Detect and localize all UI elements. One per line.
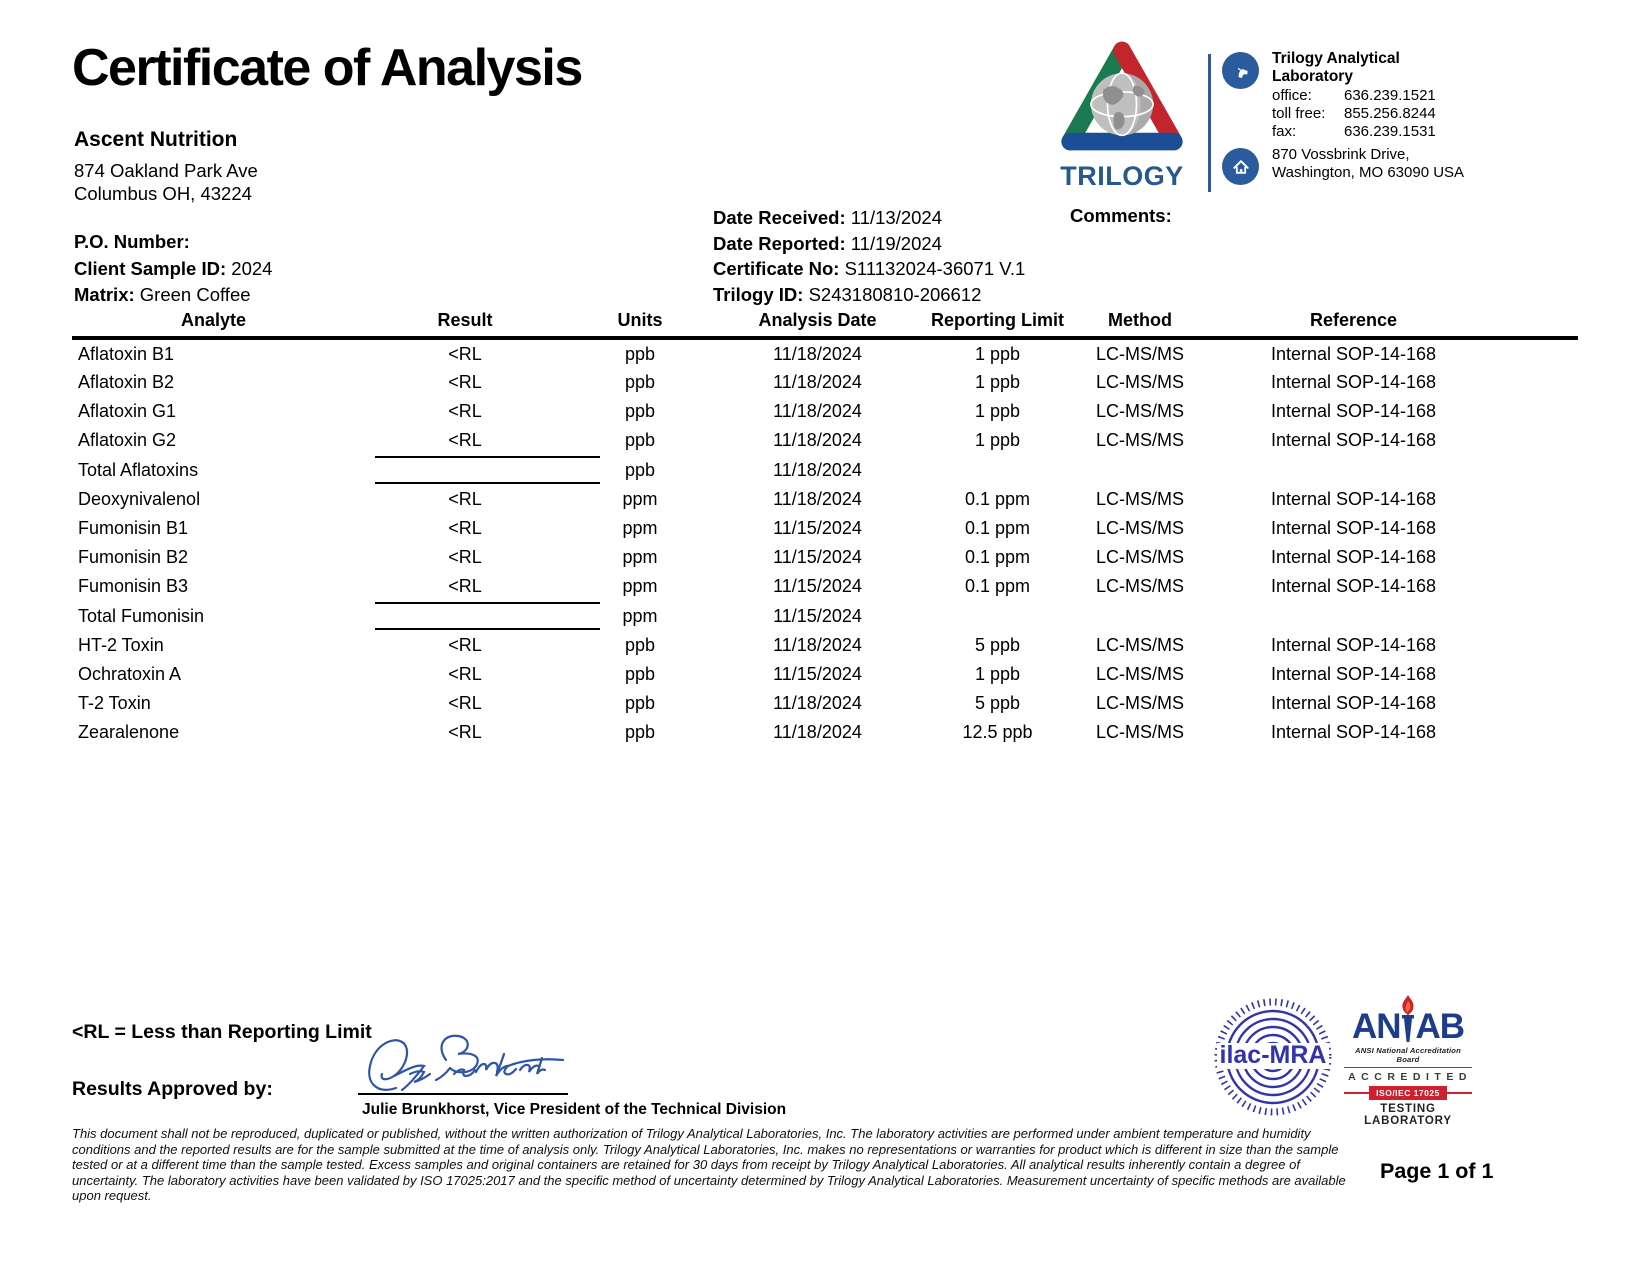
cell-result: <RL <box>448 488 482 509</box>
rl-legend: <RL = Less than Reporting Limit <box>72 1021 372 1043</box>
cell-reporting-limit: 0.1 ppm <box>964 547 1031 568</box>
cell-reference: Internal SOP-14-168 <box>1270 430 1437 451</box>
cell-analysis-date: 11/18/2024 <box>773 343 862 364</box>
office-number: 636.239.1521 <box>1344 87 1436 104</box>
table-row <box>72 660 1578 689</box>
cell-result: <RL <box>448 663 482 684</box>
trilogy-id-row: Trilogy ID: S243180810-206612 <box>713 283 982 305</box>
table-row <box>72 689 1578 718</box>
cell-analyte: HT-2 Toxin <box>78 634 164 655</box>
cell-reporting-limit: 1 ppb <box>974 401 1021 422</box>
table-header-row <box>72 308 1578 338</box>
cell-units: ppm <box>622 488 658 509</box>
results-table <box>72 308 1578 747</box>
cell-units: ppb <box>624 401 656 422</box>
certificate-no-row: Certificate No: S11132024-36071 V.1 <box>713 258 1026 279</box>
cell-analyte: Aflatoxin G1 <box>78 401 177 422</box>
cell-units: ppm <box>622 576 658 597</box>
approver-name: Julie Brunkhorst, Vice President of the Technical Division <box>362 1101 787 1118</box>
table-row <box>72 368 1578 397</box>
cell-reference: Internal SOP-14-168 <box>1270 372 1437 393</box>
results-approved-label: Results Approved by: <box>72 1078 273 1100</box>
lab-address-line1: 870 Vossbrink Drive, <box>1272 146 1410 163</box>
cell-result: <RL <box>448 372 482 393</box>
header-divider <box>1208 54 1211 192</box>
cell-reference: Internal SOP-14-168 <box>1270 518 1437 539</box>
table-row <box>72 397 1578 426</box>
po-number-row: P.O. Number: <box>74 231 190 252</box>
cell-analysis-date: 11/18/2024 <box>773 722 862 743</box>
cell-method: LC-MS/MS <box>1095 663 1184 684</box>
cell-analyte: Zearalenone <box>78 722 180 743</box>
client-address-line2: Columbus OH, 43224 <box>74 183 252 204</box>
certificate-no-value: S11132024-36071 V.1 <box>844 258 1026 279</box>
trilogy-triangle-globe-icon <box>1056 38 1188 154</box>
anab-logo <box>1344 1004 1472 1127</box>
cell-reporting-limit: 1 ppb <box>974 430 1021 451</box>
client-sample-id-row: Client Sample ID: 2024 <box>74 257 273 279</box>
cell-method: LC-MS/MS <box>1095 693 1184 714</box>
phone-icon <box>1222 52 1259 89</box>
date-received-value: 11/13/2024 <box>850 207 943 228</box>
cell-method <box>1065 602 1215 631</box>
page-number: Page 1 of 1 <box>1380 1159 1494 1183</box>
cell-units: ppb <box>624 693 656 714</box>
cell-result: <RL <box>448 693 482 714</box>
cell-units: ppb <box>624 634 656 655</box>
cell-analysis-date: 11/15/2024 <box>773 663 862 684</box>
cell-result: <RL <box>448 634 482 655</box>
header-analysis-date: Analysis Date <box>705 308 930 338</box>
client-block <box>74 128 258 205</box>
cell-result: <RL <box>448 722 482 743</box>
cell-reporting-limit: 12.5 ppb <box>962 722 1033 743</box>
cell-analyte: Aflatoxin G2 <box>78 430 177 451</box>
disclaimer-text: This document shall not be reproduced, duplicated or published, without the written authorization of Trilogy Analytical Laboratories, Inc. The laboratory activities are performed under ambient temperature and humidity conditions and the reported results are for the sample submitted at the time of analysis only. Trilogy Analytical Laboratories, Inc. makes no representations or warranties for product which is different in size than the sample tested or at a different time than the sample tested. Excess samples and original containers are retained for 30 days from receipt by Trilogy Analytical Laboratories. All analytical results inherently contain a degree of uncertainty. The laboratory activities have been validated by ISO 17025:2017 and the specific method of uncertainty determined by Trilogy Analytical Laboratories. Measurement uncertainty of specific methods are available upon request. <box>72 1126 1346 1204</box>
report-info-block <box>713 205 1025 307</box>
cell-method: LC-MS/MS <box>1095 430 1184 451</box>
header-result: Result <box>355 308 575 338</box>
cell-analyte: Fumonisin B3 <box>78 576 189 597</box>
cell-method: LC-MS/MS <box>1095 343 1184 364</box>
cell-analysis-date: 11/15/2024 <box>773 605 862 626</box>
anab-subtitle: ANSI National Accreditation Board <box>1355 1046 1461 1064</box>
cell-units: ppb <box>624 459 656 480</box>
cell-units: ppm <box>622 547 658 568</box>
anab-wordmark: AN AB <box>1344 1004 1472 1044</box>
anab-type-text: TESTING LABORATORY <box>1364 1103 1452 1127</box>
header-method: Method <box>1065 308 1215 338</box>
cell-reporting-limit: 5 ppb <box>974 634 1021 655</box>
anab-iso-band <box>1344 1086 1472 1100</box>
cell-reporting-limit <box>930 602 1065 631</box>
date-received-row: Date Received: 11/13/2024 <box>713 207 943 228</box>
cell-reporting-limit <box>930 456 1065 485</box>
table-row <box>72 572 1578 601</box>
header-reference: Reference <box>1215 308 1578 338</box>
toll-free-number: 855.256.8244 <box>1344 105 1436 122</box>
cell-method: LC-MS/MS <box>1095 401 1184 422</box>
address-contact-row <box>1222 146 1464 185</box>
cell-reporting-limit: 1 ppb <box>974 343 1021 364</box>
cell-analyte: Aflatoxin B1 <box>78 343 175 364</box>
cell-units: ppm <box>622 518 658 539</box>
table-row <box>72 543 1578 572</box>
cell-analyte: Fumonisin B1 <box>78 518 189 539</box>
cell-method: LC-MS/MS <box>1095 518 1184 539</box>
sample-info-block <box>74 229 272 309</box>
cell-reporting-limit: 0.1 ppm <box>964 488 1031 509</box>
cell-units: ppb <box>624 430 656 451</box>
cell-units: ppb <box>624 663 656 684</box>
trilogy-id-value: S243180810-206612 <box>808 283 982 305</box>
cell-analyte: Ochratoxin A <box>78 663 182 684</box>
date-reported-value: 11/19/2024 <box>850 232 942 254</box>
table-row <box>72 338 1578 368</box>
table-row <box>72 426 1578 455</box>
cell-analysis-date: 11/18/2024 <box>773 372 862 393</box>
cell-units: ppm <box>622 605 658 626</box>
header-analyte: Analyte <box>72 308 355 338</box>
cell-analysis-date: 11/18/2024 <box>773 693 862 714</box>
cell-method: LC-MS/MS <box>1095 634 1184 655</box>
header-units: Units <box>575 308 705 338</box>
table-row <box>72 718 1578 747</box>
client-name: Ascent Nutrition <box>74 128 238 151</box>
cell-result: <RL <box>448 547 482 568</box>
cell-reference <box>1215 456 1578 485</box>
cell-analyte: Deoxynivalenol <box>78 488 201 509</box>
cell-units: ppb <box>624 343 656 364</box>
anab-accredited-text: ACCREDITED <box>1344 1067 1472 1083</box>
page-title: Certificate of Analysis <box>72 39 582 97</box>
cell-reporting-limit: 1 ppb <box>974 663 1021 684</box>
cell-result: <RL <box>448 343 482 364</box>
home-icon <box>1222 148 1259 185</box>
anab-iso-text: ISO/IEC 17025 <box>1369 1086 1447 1100</box>
cell-analyte: Aflatoxin B2 <box>78 372 175 393</box>
cell-reference: Internal SOP-14-168 <box>1270 693 1437 714</box>
cell-analysis-date: 11/15/2024 <box>773 547 862 568</box>
table-row <box>72 456 1578 485</box>
cell-result: <RL <box>448 518 482 539</box>
lab-address-line2: Washington, MO 63090 USA <box>1272 164 1465 181</box>
cell-reference <box>1215 602 1578 631</box>
cell-reference: Internal SOP-14-168 <box>1270 663 1437 684</box>
cell-units: ppb <box>624 372 656 393</box>
signature-icon <box>358 1030 573 1094</box>
table-row <box>72 485 1578 514</box>
cell-result: <RL <box>448 401 482 422</box>
cell-method: LC-MS/MS <box>1095 576 1184 597</box>
cell-analysis-date: 11/15/2024 <box>773 576 862 597</box>
trilogy-logo <box>1052 38 1192 192</box>
cell-analyte: T-2 Toxin <box>78 693 151 714</box>
fax-number: 636.239.1531 <box>1344 123 1436 140</box>
cell-analysis-date: 11/18/2024 <box>773 430 862 451</box>
cell-reference: Internal SOP-14-168 <box>1270 576 1437 597</box>
cell-reporting-limit: 5 ppb <box>974 693 1021 714</box>
matrix-row: Matrix: Green Coffee <box>74 284 251 305</box>
phone-contact-row <box>1222 50 1482 141</box>
signature-block <box>358 1030 578 1095</box>
cell-analyte: Total Fumonisin <box>78 605 205 626</box>
cell-reference: Internal SOP-14-168 <box>1270 401 1437 422</box>
cell-analyte: Total Aflatoxins <box>78 459 199 480</box>
client-sample-id-value: 2024 <box>231 257 273 279</box>
table-row <box>72 514 1578 543</box>
cell-result <box>355 456 575 485</box>
ilac-mra-text: ilac-MRA <box>1219 1041 1327 1069</box>
cell-result <box>355 602 575 631</box>
cell-result: <RL <box>448 576 482 597</box>
trilogy-wordmark: TRILOGY <box>1060 161 1184 191</box>
cell-reporting-limit: 0.1 ppm <box>964 518 1031 539</box>
lab-name: Trilogy Analytical Laboratory <box>1272 50 1400 85</box>
cell-analysis-date: 11/18/2024 <box>773 459 862 480</box>
phone-numbers: office: 636.239.1521 toll free: 855.256.8244 fax: 636.239.1531 <box>1272 87 1482 141</box>
cell-analysis-date: 11/18/2024 <box>773 488 862 509</box>
cell-reporting-limit: 1 ppb <box>974 372 1021 393</box>
table-row <box>72 631 1578 660</box>
torch-icon <box>1398 995 1418 1043</box>
cell-analyte: Fumonisin B2 <box>78 547 189 568</box>
cell-method: LC-MS/MS <box>1095 722 1184 743</box>
cell-analysis-date: 11/15/2024 <box>773 518 862 539</box>
cell-units: ppb <box>624 722 656 743</box>
cell-method: LC-MS/MS <box>1095 547 1184 568</box>
matrix-value: Green Coffee <box>139 284 251 305</box>
cell-reporting-limit: 0.1 ppm <box>964 576 1031 597</box>
cell-reference: Internal SOP-14-168 <box>1270 488 1437 509</box>
client-address-line1: 874 Oakland Park Ave <box>74 160 258 181</box>
cell-analysis-date: 11/18/2024 <box>773 401 862 422</box>
cell-method: LC-MS/MS <box>1095 488 1184 509</box>
cell-analysis-date: 11/18/2024 <box>773 634 862 655</box>
date-reported-row: Date Reported: 11/19/2024 <box>713 232 942 254</box>
ilac-mra-logo <box>1213 997 1333 1122</box>
cell-method <box>1065 456 1215 485</box>
header-reporting-limit: Reporting Limit <box>930 308 1065 338</box>
cell-result: <RL <box>448 430 482 451</box>
cell-reference: Internal SOP-14-168 <box>1270 634 1437 655</box>
ilac-mra-seal-icon <box>1213 997 1333 1117</box>
table-row <box>72 602 1578 631</box>
cell-reference: Internal SOP-14-168 <box>1270 722 1437 743</box>
results-table-body <box>72 338 1578 747</box>
cell-method: LC-MS/MS <box>1095 372 1184 393</box>
cell-reference: Internal SOP-14-168 <box>1270 343 1437 364</box>
cell-reference: Internal SOP-14-168 <box>1270 547 1437 568</box>
comments-label: Comments: <box>1070 205 1172 226</box>
